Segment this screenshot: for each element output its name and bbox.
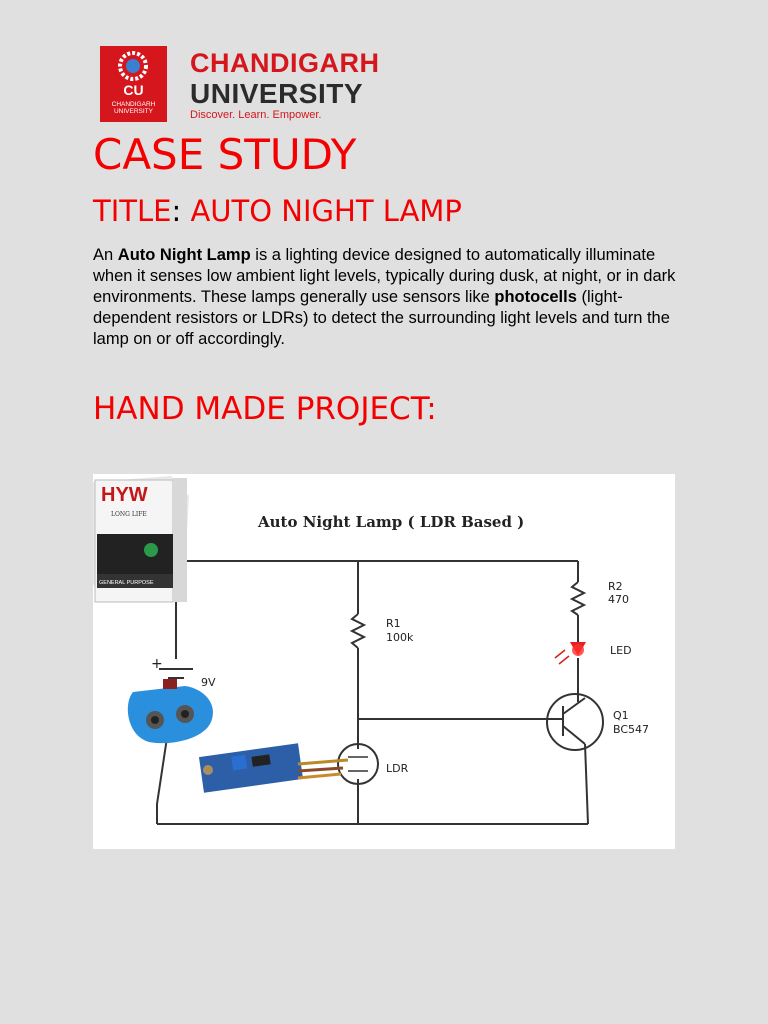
battery-brand: HYW bbox=[101, 484, 148, 506]
intro-bold-auto-night-lamp: Auto Night Lamp bbox=[117, 246, 251, 264]
battery-sub: LONG LIFE bbox=[111, 511, 147, 518]
university-logo bbox=[100, 46, 410, 124]
circuit-diagram bbox=[93, 474, 675, 849]
battery-icon bbox=[93, 476, 189, 602]
battery-purpose: GENERAL PURPOSE bbox=[99, 580, 154, 586]
gear-emblem-icon bbox=[100, 46, 167, 86]
title-colon: : bbox=[171, 194, 182, 228]
label-r1: R1 bbox=[386, 617, 401, 630]
label-voltage: 9V bbox=[201, 676, 216, 689]
label-r2-value: 470 bbox=[608, 593, 629, 606]
intro-text-2: is a lighting device designed to automatically illuminate when it senses low ambient light levels, typically during dusk, at night, or in dark environments. These lamps generally use sensors like bbox=[93, 246, 676, 306]
label-plus: + bbox=[151, 656, 163, 672]
title-prefix: TITLE bbox=[93, 194, 172, 228]
intro-paragraph bbox=[93, 245, 683, 350]
logo-tagline: Discover. Learn. Empower. bbox=[190, 109, 322, 121]
label-ldr: LDR bbox=[386, 762, 409, 775]
logo-name-line1: CHANDIGARH bbox=[190, 48, 380, 78]
logo-box-line2: UNIVERSITY bbox=[113, 108, 153, 115]
intro-text-1: An bbox=[93, 246, 118, 264]
label-r2: R2 bbox=[608, 580, 623, 593]
project-heading: HAND MADE PROJECT: bbox=[93, 391, 437, 427]
case-title bbox=[93, 194, 462, 228]
logo-name-line2: UNIVERSITY bbox=[190, 78, 364, 109]
page-heading: CASE STUDY bbox=[93, 130, 357, 179]
title-text: AUTO NIGHT LAMP bbox=[190, 194, 462, 228]
diagram-caption: Auto Night Lamp ( LDR Based ) bbox=[258, 513, 525, 531]
logo-abbr: CU bbox=[123, 82, 144, 98]
logo-emblem bbox=[100, 46, 167, 122]
intro-text-3: (light-dependent resistors or LDRs) to detect the surrounding light levels and turn the lamp on or off accordingly. bbox=[93, 288, 670, 348]
label-q1: Q1 bbox=[613, 709, 629, 722]
label-led: LED bbox=[610, 644, 632, 657]
intro-bold-photocells: photocells bbox=[494, 288, 577, 306]
label-q1-value: BC547 bbox=[613, 723, 650, 736]
ldr-sensor-module-icon bbox=[199, 743, 348, 793]
project-photo bbox=[93, 474, 675, 849]
label-r1-value: 100k bbox=[386, 631, 414, 644]
logo-box-line1: CHANDIGARH bbox=[111, 101, 156, 108]
